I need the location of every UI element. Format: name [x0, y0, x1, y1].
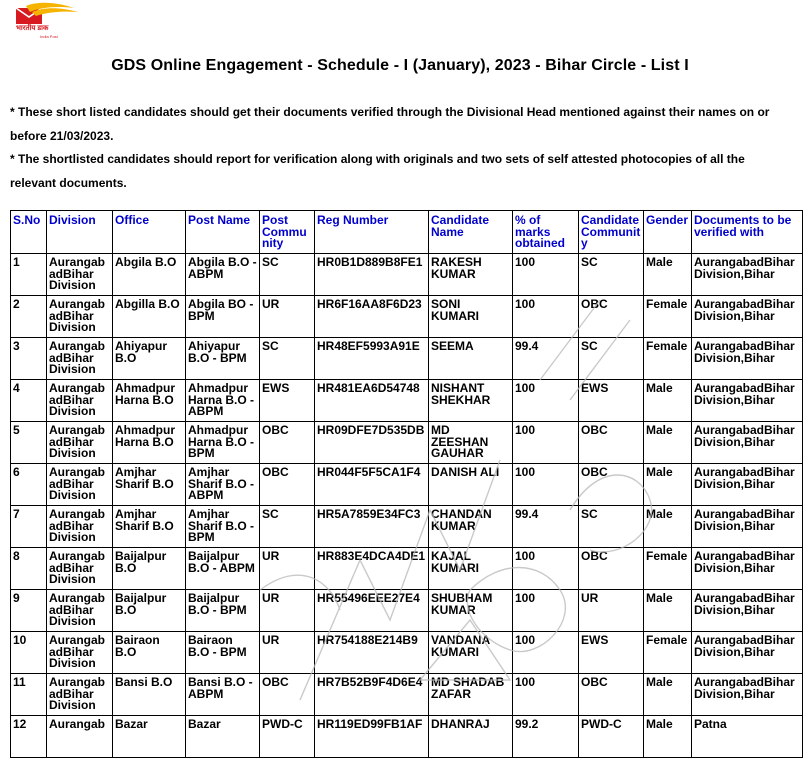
table-row	[11, 422, 803, 464]
cell-reg-number: HR0B1D889B8FE1	[315, 254, 429, 296]
cell-division: AurangabadBihar Division	[47, 464, 113, 506]
table-row	[11, 506, 803, 548]
cell-documents: AurangabadBihar Division,Bihar	[692, 590, 803, 632]
cell-reg-number: HR6F16AA8F6D23	[315, 296, 429, 338]
col-header-marks: % of marks obtained	[513, 211, 579, 254]
cell-candidate-name: VANDANA KUMARI	[429, 632, 513, 674]
cell-sno: 10	[11, 632, 47, 674]
cell-sno: 5	[11, 422, 47, 464]
cell-sno: 4	[11, 380, 47, 422]
cell-post-community: OBC	[260, 464, 315, 506]
cell-post-community: EWS	[260, 380, 315, 422]
cell-office: Abgila B.O	[113, 254, 186, 296]
cell-documents: AurangabadBihar Division,Bihar	[692, 674, 803, 716]
col-header-post-community: Post Community	[260, 211, 315, 254]
cell-sno: 2	[11, 296, 47, 338]
cell-documents: AurangabadBihar Division,Bihar	[692, 296, 803, 338]
cell-post-name: Bairaon B.O - BPM	[186, 632, 260, 674]
cell-marks: 100	[513, 632, 579, 674]
cell-gender: Male	[644, 506, 692, 548]
cell-gender: Male	[644, 590, 692, 632]
cell-candidate-community: OBC	[579, 548, 644, 590]
cell-post-name: Baijalpur B.O - BPM	[186, 590, 260, 632]
cell-sno: 6	[11, 464, 47, 506]
cell-post-name: Abgila B.O - ABPM	[186, 254, 260, 296]
cell-reg-number: HR481EA6D54748	[315, 380, 429, 422]
cell-marks: 100	[513, 296, 579, 338]
notes-section	[10, 101, 790, 195]
cell-sno: 11	[11, 674, 47, 716]
cell-office: Baijalpur B.O	[113, 548, 186, 590]
cell-candidate-name: KAJAL KUMARI	[429, 548, 513, 590]
cell-candidate-community: EWS	[579, 632, 644, 674]
cell-marks: 100	[513, 590, 579, 632]
table-body	[11, 254, 803, 758]
cell-post-community: UR	[260, 548, 315, 590]
cell-division: AurangabadBihar Division	[47, 422, 113, 464]
cell-sno: 1	[11, 254, 47, 296]
cell-reg-number: HR48EF5993A91E	[315, 338, 429, 380]
cell-office: Bairaon B.O	[113, 632, 186, 674]
cell-sno: 9	[11, 590, 47, 632]
cell-gender: Male	[644, 464, 692, 506]
cell-gender: Male	[644, 674, 692, 716]
col-header-reg-number: Reg Number	[315, 211, 429, 254]
cell-division: AurangabadBihar Division	[47, 590, 113, 632]
cell-candidate-name: MD SHADAB ZAFAR	[429, 674, 513, 716]
cell-reg-number: HR09DFE7D535DB	[315, 422, 429, 464]
cell-post-name: Abgila BO - BPM	[186, 296, 260, 338]
cell-documents: Patna	[692, 716, 803, 758]
cell-candidate-name: CHANDAN KUMAR	[429, 506, 513, 548]
cell-reg-number: HR754188E214B9	[315, 632, 429, 674]
table-row	[11, 674, 803, 716]
cell-candidate-community: OBC	[579, 674, 644, 716]
cell-post-community: PWD-C	[260, 716, 315, 758]
table-row	[11, 716, 803, 758]
cell-sno: 7	[11, 506, 47, 548]
cell-division: AurangabadBihar Division	[47, 632, 113, 674]
cell-office: Amjhar Sharif B.O	[113, 506, 186, 548]
cell-reg-number: HR119ED99FB1AF	[315, 716, 429, 758]
col-header-candidate-community: Candidate Community	[579, 211, 644, 254]
cell-candidate-community: SC	[579, 254, 644, 296]
cell-candidate-community: OBC	[579, 422, 644, 464]
cell-documents: AurangabadBihar Division,Bihar	[692, 338, 803, 380]
cell-documents: AurangabadBihar Division,Bihar	[692, 422, 803, 464]
cell-reg-number: HR7B52B9F4D6E4	[315, 674, 429, 716]
col-header-gender: Gender	[644, 211, 692, 254]
table-header-row	[11, 211, 803, 254]
cell-marks: 100	[513, 548, 579, 590]
cell-gender: Male	[644, 716, 692, 758]
cell-office: Bansi B.O	[113, 674, 186, 716]
cell-candidate-name: SONI KUMARI	[429, 296, 513, 338]
cell-candidate-community: OBC	[579, 464, 644, 506]
cell-office: Abgilla B.O	[113, 296, 186, 338]
cell-post-community: UR	[260, 632, 315, 674]
col-header-division: Division	[47, 211, 113, 254]
page-title: GDS Online Engagement - Schedule - I (January), 2023 - Bihar Circle - List I	[111, 57, 689, 74]
cell-candidate-community: SC	[579, 338, 644, 380]
cell-division: AurangabadBihar Division	[47, 380, 113, 422]
cell-gender: Female	[644, 548, 692, 590]
cell-post-name: Amjhar Sharif B.O - BPM	[186, 506, 260, 548]
cell-sno: 12	[11, 716, 47, 758]
table-row	[11, 338, 803, 380]
cell-marks: 100	[513, 254, 579, 296]
cell-post-name: Ahiyapur B.O - BPM	[186, 338, 260, 380]
cell-office: Ahiyapur B.O	[113, 338, 186, 380]
cell-reg-number: HR883E4DCA4DE1	[315, 548, 429, 590]
cell-post-name: Baijalpur B.O - ABPM	[186, 548, 260, 590]
cell-documents: AurangabadBihar Division,Bihar	[692, 506, 803, 548]
cell-candidate-community: OBC	[579, 296, 644, 338]
table-row	[11, 254, 803, 296]
cell-gender: Male	[644, 380, 692, 422]
table-row	[11, 380, 803, 422]
cell-sno: 8	[11, 548, 47, 590]
cell-post-community: OBC	[260, 422, 315, 464]
cell-candidate-community: UR	[579, 590, 644, 632]
cell-office: Bazar	[113, 716, 186, 758]
cell-gender: Female	[644, 296, 692, 338]
cell-reg-number: HR55496EEE27E4	[315, 590, 429, 632]
table-row	[11, 590, 803, 632]
cell-documents: AurangabadBihar Division,Bihar	[692, 548, 803, 590]
cell-candidate-name: MD ZEESHAN GAUHAR	[429, 422, 513, 464]
cell-gender: Female	[644, 632, 692, 674]
cell-reg-number: HR5A7859E34FC3	[315, 506, 429, 548]
cell-documents: AurangabadBihar Division,Bihar	[692, 464, 803, 506]
cell-post-community: UR	[260, 296, 315, 338]
cell-marks: 100	[513, 380, 579, 422]
cell-documents: AurangabadBihar Division,Bihar	[692, 380, 803, 422]
cell-division: AurangabadBihar Division	[47, 254, 113, 296]
col-header-candidate-name: Candidate Name	[429, 211, 513, 254]
india-post-logo	[12, 2, 86, 44]
cell-office: Ahmadpur Harna B.O	[113, 422, 186, 464]
cell-candidate-community: PWD-C	[579, 716, 644, 758]
cell-candidate-community: SC	[579, 506, 644, 548]
cell-post-community: SC	[260, 338, 315, 380]
cell-division: AurangabadBihar Division	[47, 506, 113, 548]
cell-post-community: OBC	[260, 674, 315, 716]
cell-marks: 100	[513, 674, 579, 716]
cell-division: Aurangab	[47, 716, 113, 758]
cell-candidate-community: EWS	[579, 380, 644, 422]
cell-office: Amjhar Sharif B.O	[113, 464, 186, 506]
cell-marks: 100	[513, 464, 579, 506]
cell-candidate-name: SHUBHAM KUMAR	[429, 590, 513, 632]
cell-gender: Male	[644, 422, 692, 464]
cell-marks: 99.4	[513, 338, 579, 380]
cell-gender: Male	[644, 254, 692, 296]
cell-candidate-name: DHANRAJ	[429, 716, 513, 758]
note-verification-deadline: * These short listed candidates should get their documents verified through the Divisional Head mentioned against their names on or before 21/03/2023.	[10, 105, 770, 143]
cell-candidate-name: NISHANT SHEKHAR	[429, 380, 513, 422]
col-header-sno: S.No	[11, 211, 47, 254]
cell-office: Ahmadpur Harna B.O	[113, 380, 186, 422]
cell-post-name: Bazar	[186, 716, 260, 758]
cell-marks: 99.2	[513, 716, 579, 758]
cell-candidate-name: SEEMA	[429, 338, 513, 380]
col-header-post-name: Post Name	[186, 211, 260, 254]
col-header-office: Office	[113, 211, 186, 254]
cell-division: AurangabadBihar Division	[47, 296, 113, 338]
note-report-documents: * The shortlisted candidates should report for verification along with originals and two sets of self attested photocopies of all the relevant documents.	[10, 152, 745, 190]
cell-post-name: Ahmadpur Harna B.O - BPM	[186, 422, 260, 464]
cell-documents: AurangabadBihar Division,Bihar	[692, 254, 803, 296]
table-row	[11, 296, 803, 338]
candidates-table	[10, 210, 803, 758]
cell-sno: 3	[11, 338, 47, 380]
table-row	[11, 632, 803, 674]
logo-hindi-text: भारतीय डाक	[16, 25, 49, 32]
cell-gender: Female	[644, 338, 692, 380]
cell-post-community: SC	[260, 506, 315, 548]
table-row	[11, 548, 803, 590]
table-row	[11, 464, 803, 506]
cell-division: AurangabadBihar Division	[47, 338, 113, 380]
cell-division: AurangabadBihar Division	[47, 674, 113, 716]
cell-post-community: UR	[260, 590, 315, 632]
logo-english-text: India Post	[40, 34, 58, 39]
cell-post-community: SC	[260, 254, 315, 296]
cell-post-name: Amjhar Sharif B.O - ABPM	[186, 464, 260, 506]
col-header-documents: Documents to be verified with	[692, 211, 803, 254]
cell-documents: AurangabadBihar Division,Bihar	[692, 632, 803, 674]
cell-reg-number: HR044F5F5CA1F4	[315, 464, 429, 506]
cell-post-name: Bansi B.O - ABPM	[186, 674, 260, 716]
cell-division: AurangabadBihar Division	[47, 548, 113, 590]
cell-candidate-name: DANISH ALI	[429, 464, 513, 506]
cell-marks: 100	[513, 422, 579, 464]
cell-post-name: Ahmadpur Harna B.O - ABPM	[186, 380, 260, 422]
cell-marks: 99.4	[513, 506, 579, 548]
cell-office: Baijalpur B.O	[113, 590, 186, 632]
cell-candidate-name: RAKESH KUMAR	[429, 254, 513, 296]
